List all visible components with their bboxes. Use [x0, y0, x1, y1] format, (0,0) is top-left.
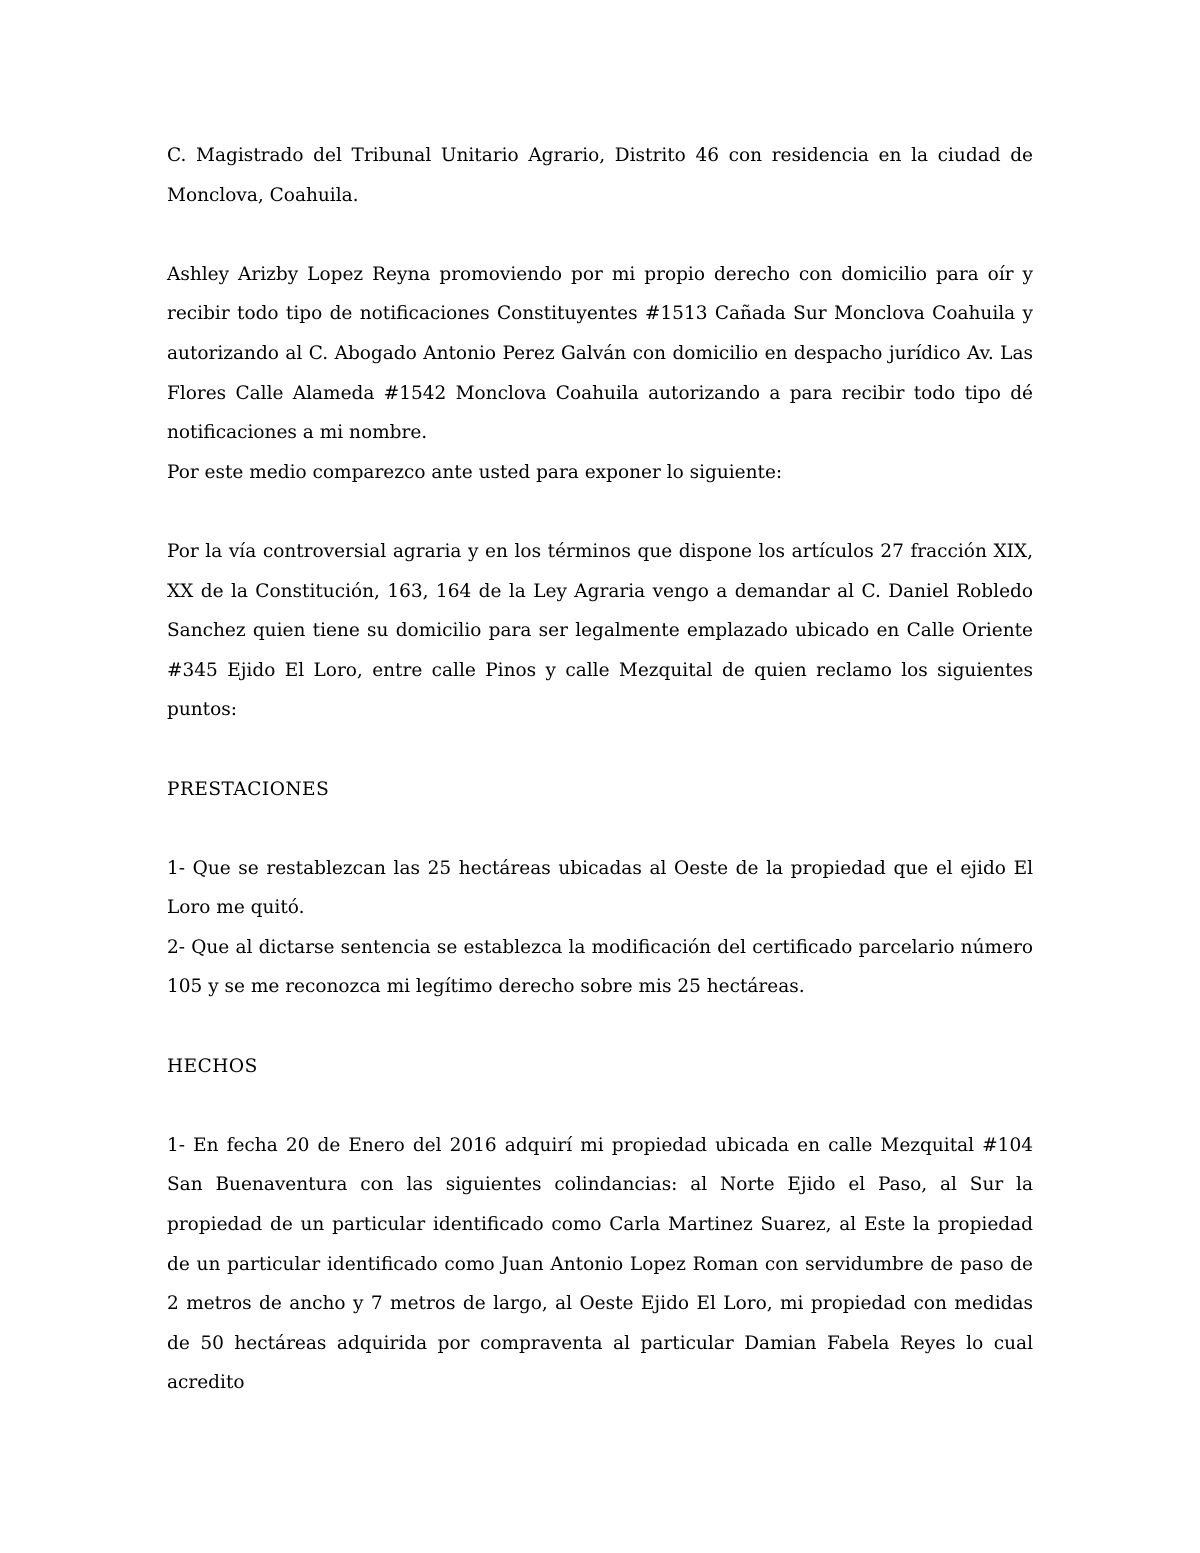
hechos-heading: HECHOS [167, 1055, 258, 1077]
spacer [167, 492, 1033, 532]
appearance-paragraph: Por este medio comparezco ante usted para exponer lo siguiente: [167, 461, 783, 483]
spacer [167, 215, 1033, 255]
addressee-paragraph: C. Magistrado del Tribunal Unitario Agrario, Distrito 46 con residencia en la ciudad de Monclova, Coahuila. [167, 145, 1033, 206]
spacer [167, 1007, 1033, 1047]
hecho-item: 1- En fecha 20 de Enero del 2016 adquirí mi propiedad ubicada en calle Mezquital #104 San Buenaventura con las siguientes colindancias: al Norte Ejido el Paso, al Sur la propiedad de un particular identificado como Carla Martinez Suarez, al Este la propiedad de un particular identificado como Juan Antonio Lopez Roman con servidumbre de paso de 2 metros de ancho y 7 metros de largo, al Oeste Ejido El Loro, mi propiedad con medidas de 50 hectáreas adquirida por compraventa al particular Damian Fabela Reyes lo cual acredito [167, 1134, 1033, 1394]
prestacion-item: 2- Que al dictarse sentencia se establezca la modificación del certificado parcelario número 105 y se me reconozca mi legítimo derecho sobre mis 25 hectáreas. [167, 936, 1033, 998]
document-page [167, 136, 1033, 1403]
intro-paragraph: Ashley Arizby Lopez Reyna promoviendo por mi propio derecho con domicilio para oír y recibir todo tipo de notificaciones Constituyentes #1513 Cañada Sur Monclova Coahuila y autorizando al C. Abogado Antonio Perez Galván con domicilio en despacho jurídico Av. Las Flores Calle Alameda #1542 Monclova Coahuila autorizando a para recibir todo tipo dé notificaciones a mi nombre. [167, 263, 1033, 444]
prestacion-item: 1- Que se restablezcan las 25 hectáreas ubicadas al Oeste de la propiedad que el ejido El Loro me quitó. [167, 857, 1033, 919]
spacer [167, 809, 1033, 849]
prestaciones-heading: PRESTACIONES [167, 778, 330, 800]
spacer [167, 1086, 1033, 1126]
spacer [167, 730, 1033, 770]
claim-paragraph: Por la vía controversial agraria y en los términos que dispone los artículos 27 fracción XIX, XX de la Constitución, 163, 164 de la Ley Agraria vengo a demandar al C. Daniel Robledo Sanchez quien tiene su domicilio para ser legalmente emplazado ubicado en Calle Oriente #345 Ejido El Loro, entre calle Pinos y calle Mezquital de quien reclamo los siguientes puntos: [167, 540, 1033, 721]
